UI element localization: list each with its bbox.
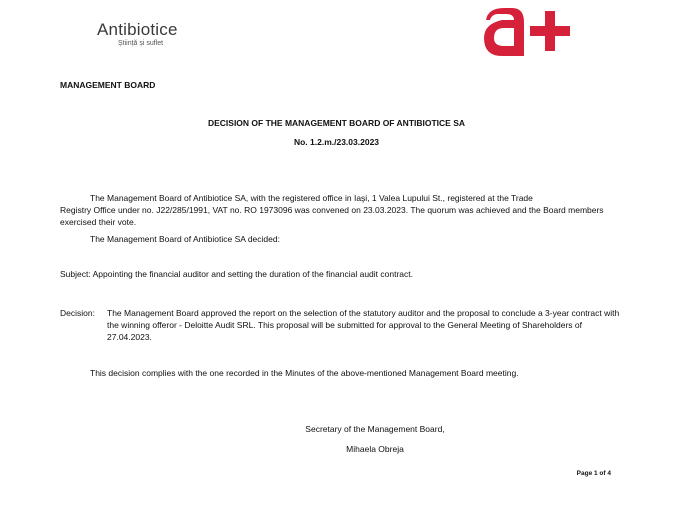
signature-name: Mihaela Obreja	[346, 444, 404, 454]
company-logo-text: Antibiotice	[97, 20, 178, 39]
page-indicator: Page 1 of 4	[576, 470, 611, 477]
signature-role: Secretary of the Management Board,	[305, 424, 445, 434]
decided-statement: The Management Board of Antibiotice SA decided:	[90, 234, 280, 244]
document-title: DECISION OF THE MANAGEMENT BOARD OF ANTIBIOTICE SA	[207, 118, 466, 128]
intro-paragraph-rest: Registry Office under no. J22/285/1991, VAT no. RO 1973096 was convened on 23.03.2023. The quorum was achieved and the Board members exercised their vote.	[60, 205, 604, 227]
intro-paragraph-line1: The Management Board of Antibiotice SA, with the registered office in Iaşi, 1 Valea Lupului St., registered at the Trade	[90, 193, 533, 203]
decision-label: Decision:	[60, 308, 95, 318]
decision-text: The Management Board approved the report on the selection of the statutory auditor and the proposal to conclude a 3-year contract with the winning offeror - Deloitte Audit SRL. This proposal will be submitted for approval to the General Meeting of Shareholders of 27.04.2023.	[107, 308, 620, 342]
document-number: No. 1.2.m./23.03.2023	[293, 137, 380, 147]
compliance-statement: This decision complies with the one recorded in the Minutes of the above-mentioned Management Board meeting.	[90, 368, 519, 378]
brand-mark-a-plus-icon	[480, 6, 572, 58]
section-label: MANAGEMENT BOARD	[60, 80, 156, 90]
company-tagline: Știință și suflet	[118, 40, 164, 47]
subject-line: Subject: Appointing the financial auditor and setting the duration of the financial audit contract.	[60, 269, 413, 279]
